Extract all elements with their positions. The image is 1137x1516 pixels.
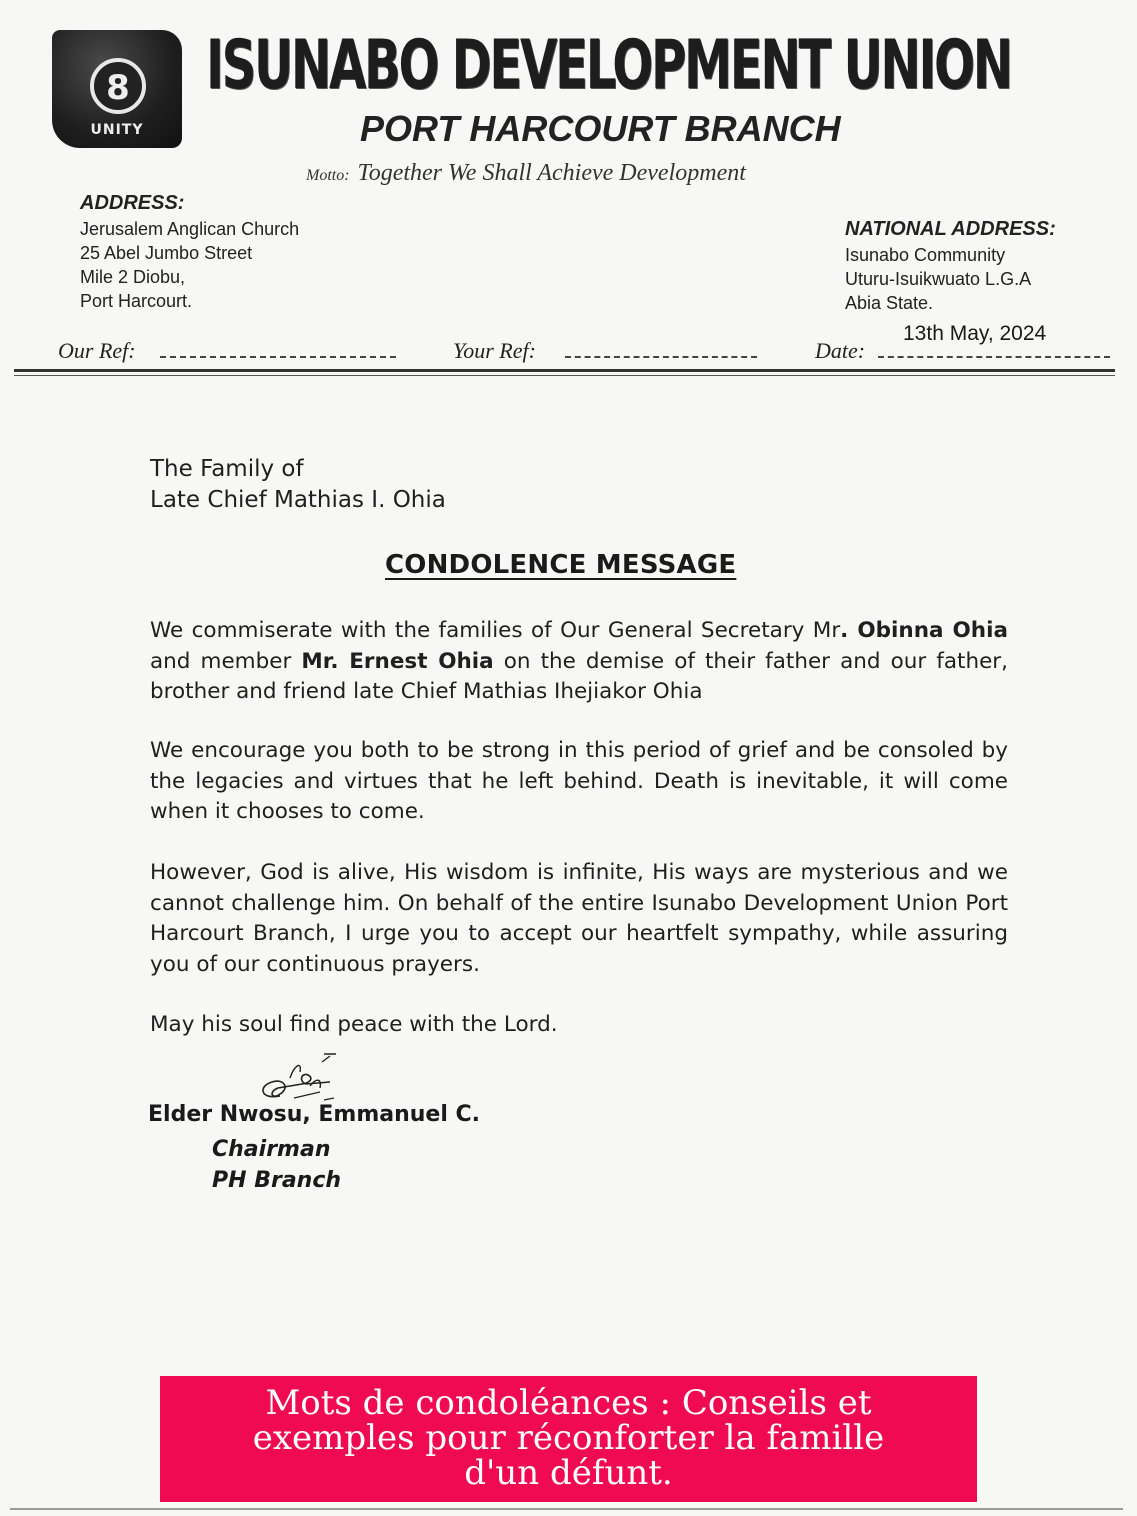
date-value: 13th May, 2024: [903, 322, 1047, 345]
motto: [306, 160, 746, 187]
date-line: [878, 356, 1110, 358]
org-name: ISUNABO DEVELOPMENT UNION: [206, 26, 1011, 105]
signer-role: [212, 1134, 341, 1196]
paragraph-4: May his soul find peace with the Lord.: [150, 1012, 558, 1037]
p1-text: on the demise of their father and our father, brother and friend late Chief Mathias Ihejiakor Ohia: [150, 648, 1008, 704]
national-address-line: Isunabo Community: [845, 245, 1006, 265]
p1-name-obinna: . Obinna Ohia: [840, 618, 1008, 643]
address-line: Mile 2 Diobu,: [80, 267, 186, 287]
motto-label: Motto:: [306, 167, 350, 184]
paragraph-1: [150, 616, 1008, 708]
your-ref-label: Your Ref:: [453, 338, 536, 363]
recipient-line: The Family of: [150, 456, 304, 482]
header-rule-thin: [14, 375, 1115, 376]
caption-banner: [160, 1376, 977, 1502]
paragraph-3: However, God is alive, His wisdom is infinite, His ways are mysterious and we cannot challenge him. On behalf of the entire Isunabo Development Union Port Harcourt Branch, I urge you to accept our heartfelt sympathy, while assuring you of our continuous prayers.: [150, 860, 1008, 977]
national-address-line: Uturu-Isuikwuato L.G.A: [845, 269, 1032, 289]
caption-text: Mots de condoléances : Conseils et exemples pour réconforter la famille d'un défunt.: [252, 1383, 885, 1493]
header-rule: [14, 369, 1115, 372]
address-title: ADDRESS:: [80, 192, 185, 214]
p1-name-ernest: Mr. Ernest Ohia: [301, 648, 494, 674]
national-address: [845, 218, 1056, 315]
page-edge: [10, 1508, 1123, 1510]
branch-name: PORT HARCOURT BRANCH: [360, 108, 841, 149]
logo-numeral: 8: [106, 68, 130, 108]
logo-text: UNITY: [90, 122, 144, 138]
logo-emblem-icon: [90, 58, 146, 114]
signature-icon: [250, 1048, 350, 1108]
p1-text: and member: [150, 648, 302, 674]
our-ref-label: Our Ref:: [58, 338, 136, 363]
paragraph-2: We encourage you both to be strong in this period of grief and be consoled by the legacies and virtues that he left behind. Death is inevitable, it will come when it chooses to come.: [150, 738, 1008, 824]
recipient-block: [150, 454, 446, 516]
signer-name: Elder Nwosu, Emmanuel C.: [148, 1102, 481, 1127]
date-label: Date:: [815, 338, 866, 363]
signer-title: Chairman: [212, 1137, 331, 1162]
your-ref-line: [565, 356, 757, 358]
motto-text: Together We Shall Achieve Development: [357, 160, 746, 186]
national-address-title: NATIONAL ADDRESS:: [845, 218, 1056, 240]
national-address-line: Abia State.: [845, 293, 934, 313]
recipient-line: Late Chief Mathias I. Ohia: [150, 487, 446, 513]
signer-branch: PH Branch: [212, 1168, 342, 1193]
address-line: Jerusalem Anglican Church: [80, 219, 300, 239]
address-line: Port Harcourt.: [80, 291, 193, 311]
letter-subject: CONDOLENCE MESSAGE: [385, 550, 737, 580]
union-logo: [52, 30, 182, 148]
address-line: 25 Abel Jumbo Street: [80, 243, 253, 263]
p1-text: We commiserate with the families of Our General Secretary Mr: [150, 618, 841, 643]
our-ref-line: [160, 356, 396, 358]
branch-address: [80, 192, 299, 313]
